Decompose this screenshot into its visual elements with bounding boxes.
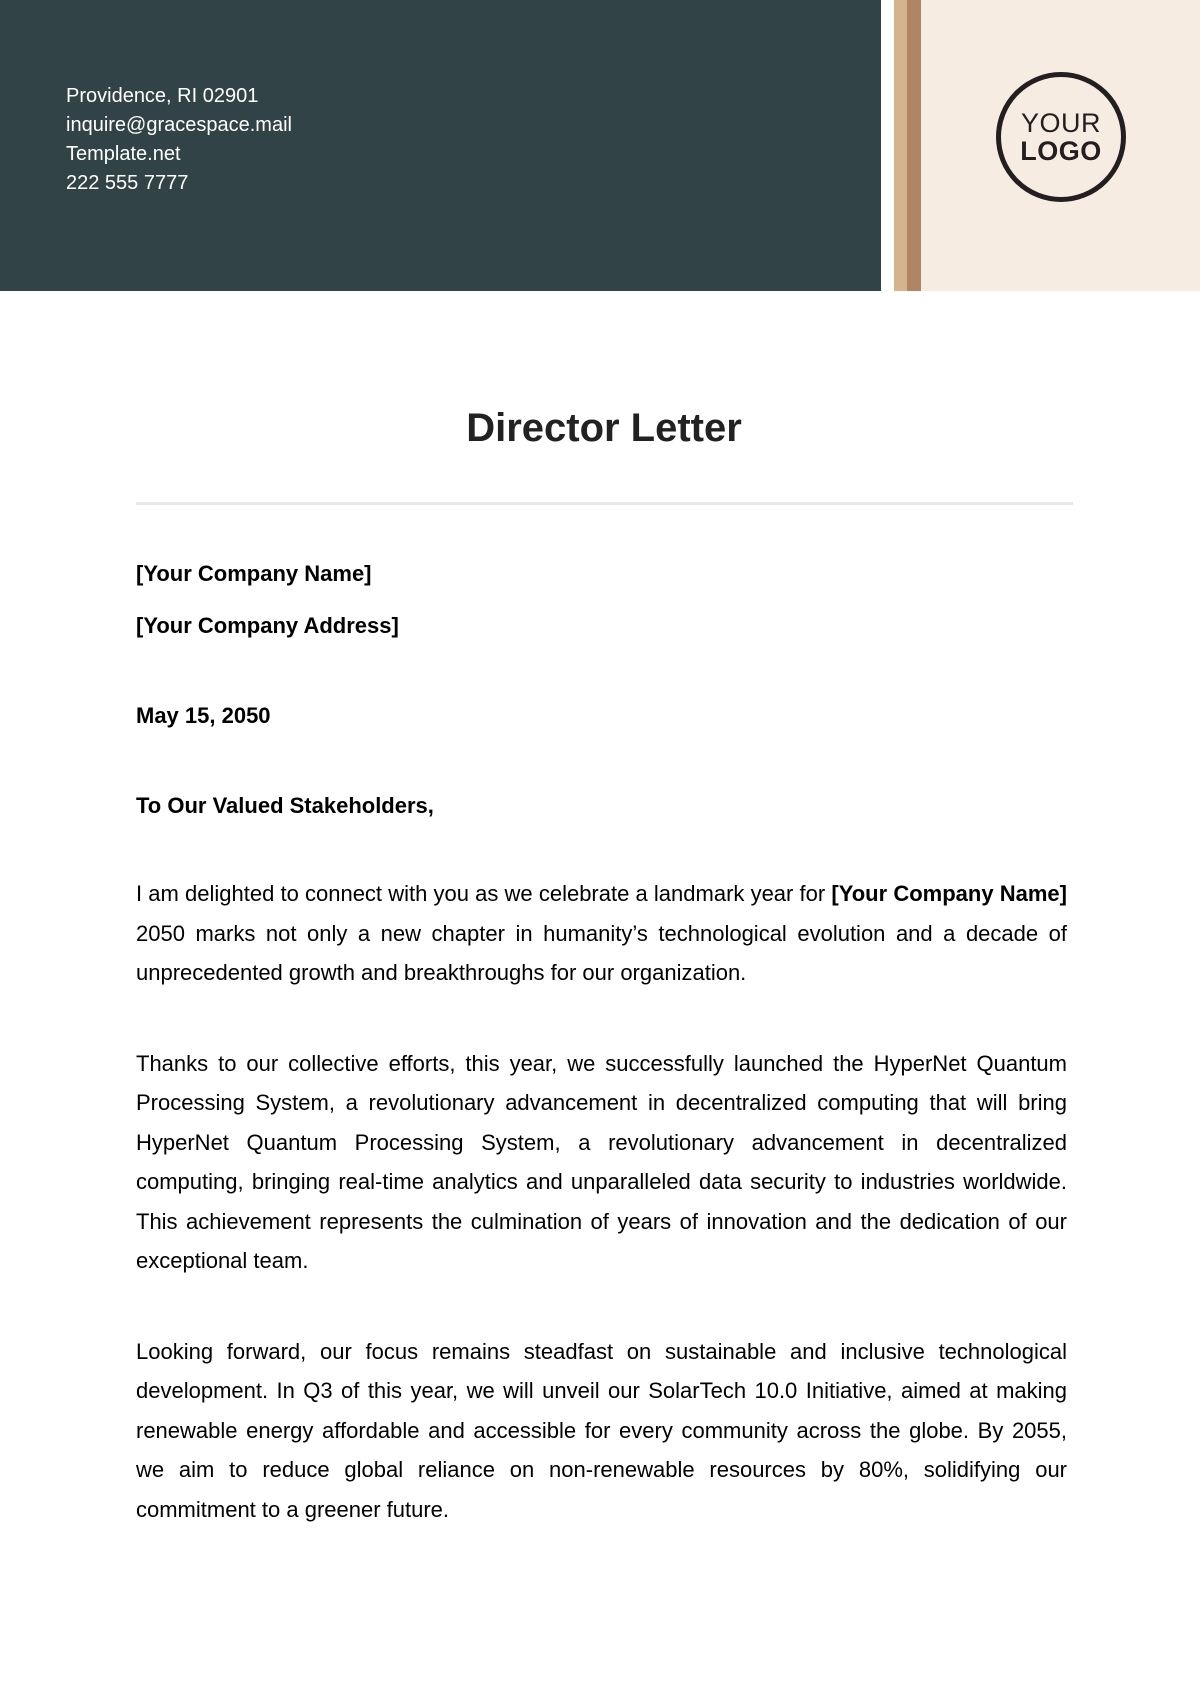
paragraph-outlook: Looking forward, our focus remains steadfast on sustainable and inclusive technological development. In Q3 of this year, we will unveil our SolarTech 10.0 Initiative, aimed at making renewable energy affordable and accessible for every community across the globe. By 2055, we aim to reduce global reliance on non-renewable resources by 80%, solidifying our commitment to a greener future.: [136, 1338, 1067, 1522]
letter-body: [136, 556, 1067, 1529]
contact-email: inquire@gracespace.mail: [66, 114, 292, 136]
contact-website: Template.net: [66, 143, 181, 165]
contact-phone: 222 555 7777: [66, 172, 189, 194]
contact-block: [66, 82, 292, 198]
company-name: [Your Company Name]: [136, 561, 372, 586]
letter-salutation: To Our Valued Stakeholders,: [136, 793, 434, 818]
document-title: Director Letter: [466, 406, 742, 450]
contact-address: Providence, RI 02901: [66, 85, 259, 107]
letter-date: May 15, 2050: [136, 703, 271, 728]
company-logo: [996, 72, 1126, 202]
company-address: [Your Company Address]: [136, 613, 399, 638]
header-dark-panel: [0, 0, 881, 291]
logo-text-top: YOUR: [1020, 107, 1101, 138]
title-divider: [136, 502, 1073, 505]
logo-text-bottom: LOGO: [1020, 135, 1102, 166]
header-stripe-dark: [907, 0, 921, 291]
paragraph-intro: [136, 874, 1067, 993]
paragraph-intro-company: [Your Company Name]: [831, 881, 1067, 906]
paragraph-achievements: Thanks to our collective efforts, this year, we successfully launched the HyperNet Quantum Processing System, a revolutionary advancement in decentralized computing that will bring HyperNet Quantum Processing System, a revolutionary advancement in decentralized computing, bringing real-time analytics and unparalleled data security to industries worldwide. This achievement represents the culmination of years of innovation and the dedication of our exceptional team.: [136, 1050, 1067, 1273]
paragraph-intro-end: 2050 marks not only a new chapter in humanity’s technological evolution and a decade of unprecedented growth and breakthroughs for our organization.: [136, 920, 1067, 985]
paragraph-intro-start: I am delighted to connect with you as we celebrate a landmark year for: [136, 881, 832, 906]
header-stripe-light: [894, 0, 907, 291]
